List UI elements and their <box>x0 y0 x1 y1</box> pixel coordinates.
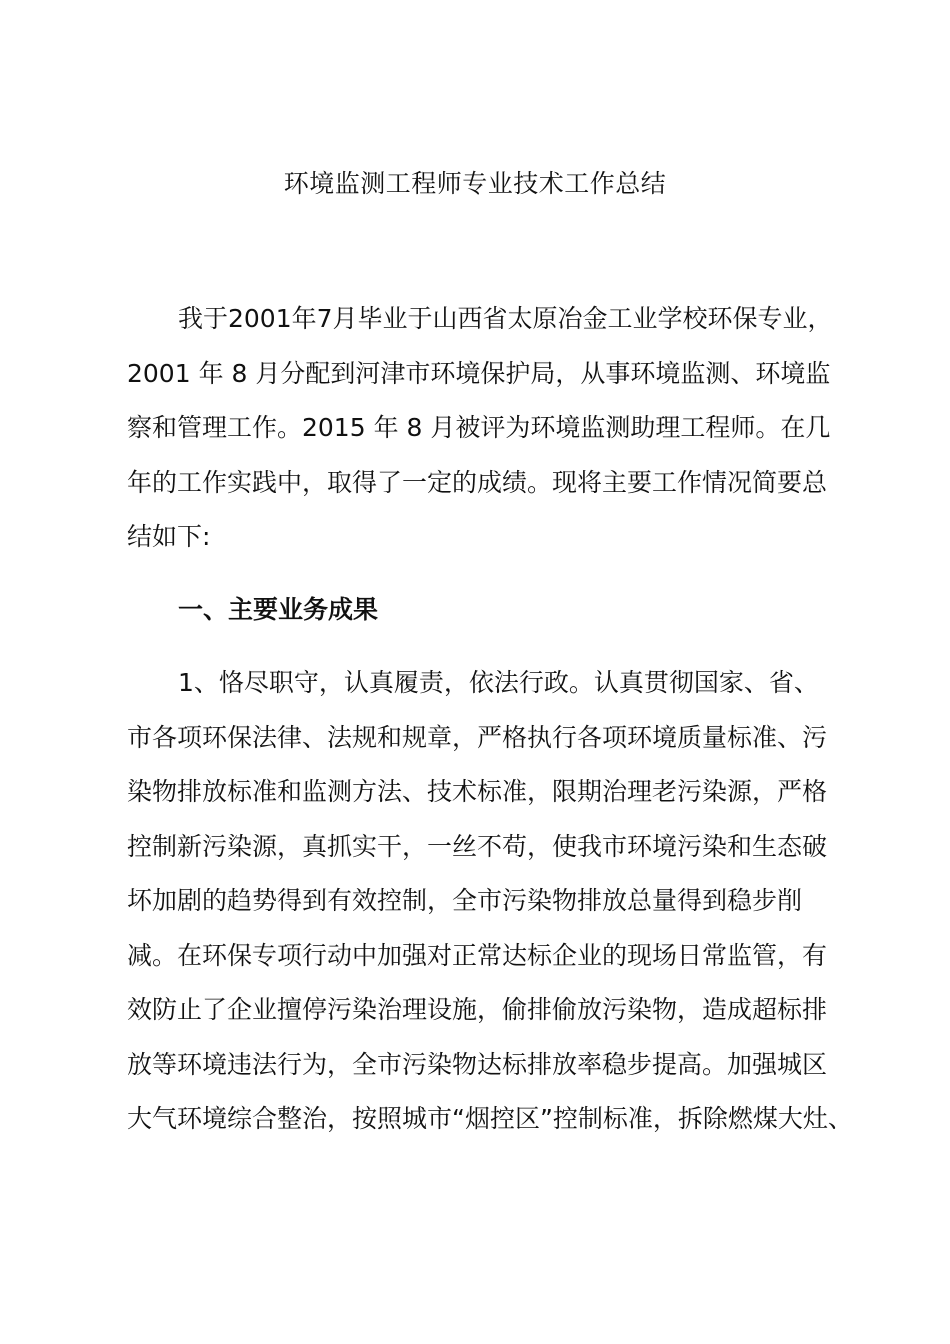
paragraph-line: 大气环境综合整治，按照城市“烟控区”控制标准，拆除燃煤大灶、 <box>127 1104 853 1133</box>
paragraph-line: 我于2001年7月毕业于山西省太原冶金工业学校环保专业， <box>178 304 833 333</box>
section-heading: 一、主要业务成果 <box>178 595 379 624</box>
paragraph-line: 察和管理工作。2015 年 8 月被评为环境监测助理工程师。在几 <box>127 413 831 442</box>
paragraph-line: 市各项环保法律、法规和规章，严格执行各项环境质量标准、污 <box>127 722 828 752</box>
paragraph-achievements <box>127 656 853 1147</box>
paragraph-line: 放等环境违法行为，全市污染物达标排放率稳步提高。加强城区 <box>127 1049 828 1079</box>
paragraph-line: 2001 年 8 月分配到河津市环境保护局，从事环境监测、环境监 <box>127 358 831 388</box>
paragraph-line: 1、恪尽职守，认真履责，依法行政。认真贯彻国家、省、 <box>178 668 819 697</box>
paragraph-line: 坏加剧的趋势得到有效控制，全市污染物排放总量得到稳步削 <box>127 886 803 915</box>
paragraph-line: 年的工作实践中，取得了一定的成绩。现将主要工作情况简要总 <box>127 467 828 497</box>
page-title: 环境监测工程师专业技术工作总结 <box>283 169 667 198</box>
paragraph-line: 减。在环保专项行动中加强对正常达标企业的现场日常监管，有 <box>127 940 828 970</box>
paragraph-line: 效防止了企业擅停污染治理设施，偷排偷放污染物，造成超标排 <box>127 995 828 1024</box>
paragraph-line: 控制新污染源，真抓实干，一丝不苟，使我市环境污染和生态破 <box>127 831 828 861</box>
paragraph-intro <box>127 292 832 565</box>
paragraph-line: 结如下: <box>127 522 211 551</box>
paragraph-line: 染物排放标准和监测方法、技术标准，限期治理老污染源，严格 <box>127 777 828 806</box>
